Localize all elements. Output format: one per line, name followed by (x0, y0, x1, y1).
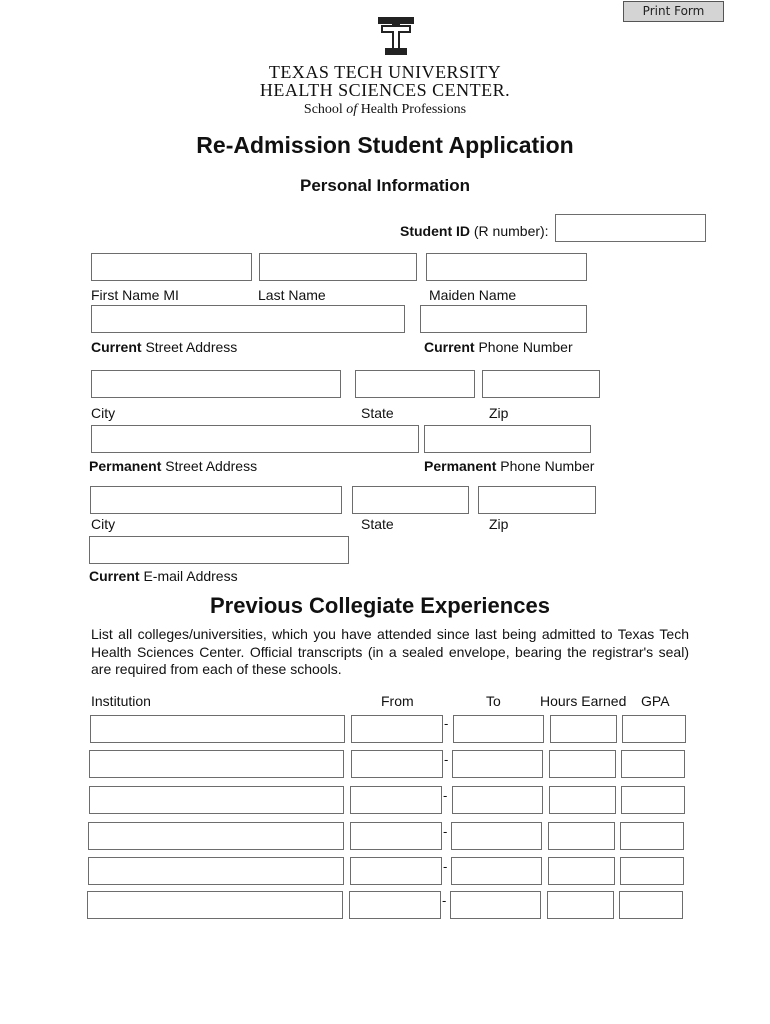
current-street-label: Current Street Address (91, 339, 238, 355)
date-dash: - (443, 824, 448, 839)
date-dash: - (442, 893, 447, 908)
first-name-input[interactable] (91, 253, 252, 281)
maiden-name-input[interactable] (426, 253, 587, 281)
current-email-label: Current E-mail Address (89, 568, 238, 584)
hours-input[interactable] (549, 750, 616, 778)
to-input[interactable] (451, 822, 542, 850)
from-input[interactable] (351, 750, 443, 778)
date-dash: - (444, 716, 449, 731)
to-input[interactable] (450, 891, 541, 919)
current-zip-input[interactable] (482, 370, 600, 398)
date-dash: - (443, 859, 448, 874)
column-header-hours: Hours Earned (540, 693, 627, 709)
current-email-input[interactable] (89, 536, 349, 564)
current-street-input[interactable] (91, 305, 405, 333)
ttu-double-t-logo (377, 16, 415, 56)
last-name-input[interactable] (259, 253, 417, 281)
from-input[interactable] (349, 891, 441, 919)
university-name-line2: HEALTH SCIENCES CENTER. (259, 80, 511, 100)
last-name-label: Last Name (258, 287, 326, 303)
hours-input[interactable] (550, 715, 617, 743)
permanent-state-label: State (361, 516, 394, 532)
institution-input[interactable] (90, 715, 345, 743)
institution-input[interactable] (88, 822, 344, 850)
maiden-name-label: Maiden Name (429, 287, 517, 303)
current-state-input[interactable] (355, 370, 475, 398)
date-dash: - (444, 752, 449, 767)
to-input[interactable] (451, 857, 542, 885)
column-header-gpa: GPA (641, 693, 670, 709)
current-phone-input[interactable] (420, 305, 587, 333)
to-input[interactable] (452, 750, 543, 778)
page-title: Re-Admission Student Application (196, 132, 574, 158)
student-id-label: Student ID (R number): (400, 223, 549, 239)
permanent-street-input[interactable] (91, 425, 419, 453)
permanent-zip-input[interactable] (478, 486, 596, 514)
school-name: School of Health Professions (303, 102, 467, 117)
first-name-label: First Name MI (91, 287, 179, 303)
current-phone-label: Current Phone Number (424, 339, 573, 355)
from-input[interactable] (351, 715, 443, 743)
collegiate-heading: Previous Collegiate Experiences (210, 593, 550, 618)
from-input[interactable] (350, 786, 442, 814)
hours-input[interactable] (548, 822, 615, 850)
column-header-to: To (486, 693, 501, 709)
current-zip-label: Zip (489, 405, 509, 421)
gpa-input[interactable] (619, 891, 683, 919)
gpa-input[interactable] (622, 715, 686, 743)
print-form-button[interactable]: Print Form (623, 1, 724, 22)
permanent-city-label: City (91, 516, 116, 532)
current-city-label: City (91, 405, 116, 421)
to-input[interactable] (452, 786, 543, 814)
personal-info-heading: Personal Information (299, 176, 471, 195)
hours-input[interactable] (547, 891, 614, 919)
to-input[interactable] (453, 715, 544, 743)
gpa-input[interactable] (620, 822, 684, 850)
date-dash: - (443, 788, 448, 803)
student-id-input[interactable] (555, 214, 706, 242)
institution-input[interactable] (88, 857, 344, 885)
gpa-input[interactable] (621, 786, 685, 814)
permanent-phone-label: Permanent Phone Number (424, 458, 595, 474)
current-city-input[interactable] (91, 370, 341, 398)
collegiate-instructions: List all colleges/universities, which you have attended since last being admitted to Texas Tech Health Sciences Center. Official transcripts (in a sealed envelope, bearing the registrar's seal) are required from each of these schools. (91, 626, 689, 677)
permanent-street-label: Permanent Street Address (89, 458, 258, 474)
university-name-line1: TEXAS TECH UNIVERSITY (268, 62, 502, 82)
institution-input[interactable] (89, 750, 344, 778)
permanent-city-input[interactable] (90, 486, 342, 514)
institution-input[interactable] (87, 891, 343, 919)
hours-input[interactable] (548, 857, 615, 885)
permanent-zip-label: Zip (489, 516, 509, 532)
permanent-phone-input[interactable] (424, 425, 591, 453)
column-header-institution: Institution (91, 693, 151, 709)
institution-input[interactable] (89, 786, 344, 814)
gpa-input[interactable] (621, 750, 685, 778)
current-state-label: State (361, 405, 394, 421)
column-header-from: From (381, 693, 414, 709)
gpa-input[interactable] (620, 857, 684, 885)
hours-input[interactable] (549, 786, 616, 814)
from-input[interactable] (350, 857, 442, 885)
from-input[interactable] (350, 822, 442, 850)
permanent-state-input[interactable] (352, 486, 469, 514)
